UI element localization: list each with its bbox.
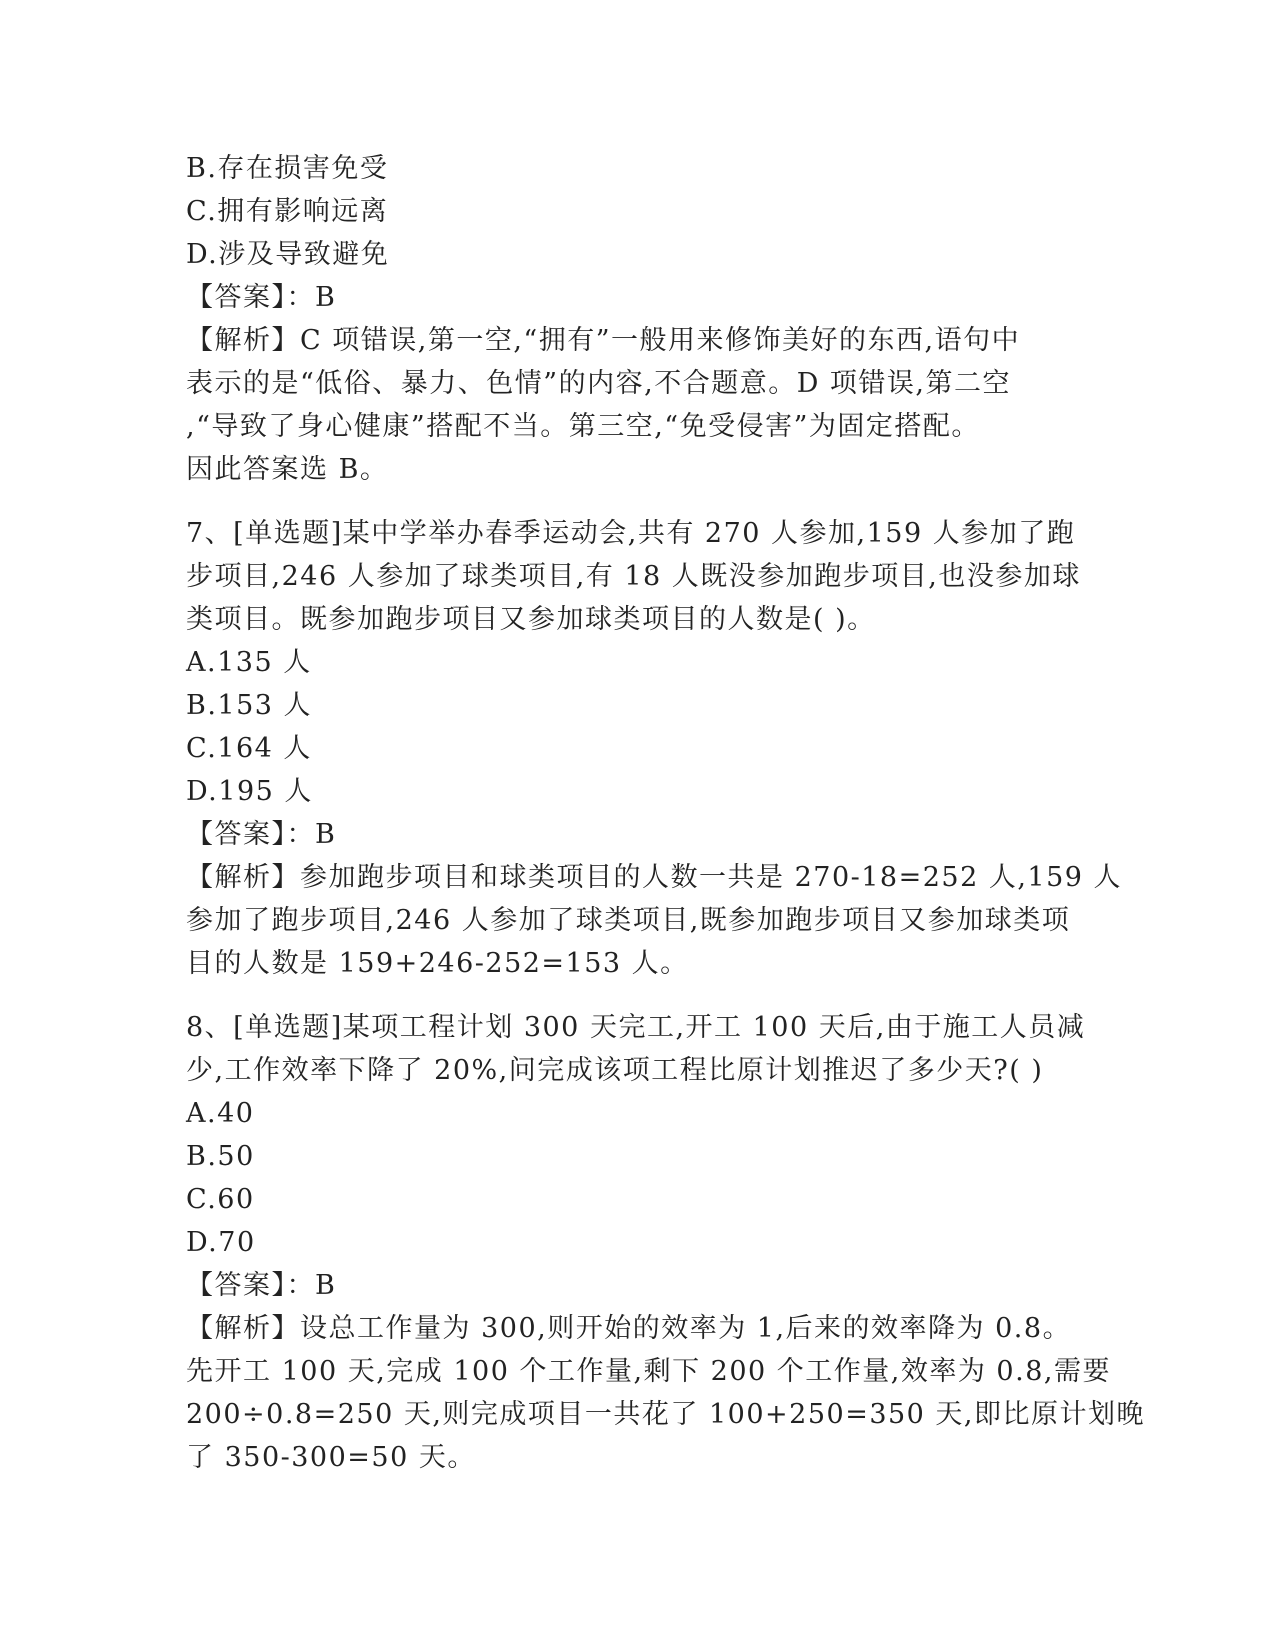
spacer: [186, 491, 1086, 512]
question-stem-line: 7、[单选题]某中学举办春季运动会,共有 270 人参加,159 人参加了跑: [186, 518, 1076, 549]
analysis-line: 【解析】参加跑步项目和球类项目的人数一共是 270-18=252 人,159 人: [186, 862, 1123, 893]
option-d: D.涉及导致避免: [186, 239, 390, 270]
question-7-block: [186, 512, 1123, 985]
option-d: D.70: [186, 1227, 256, 1258]
analysis-line: 先开工 100 天,完成 100 个工作量,剩下 200 个工作量,效率为 0.8,需要: [186, 1356, 1111, 1387]
analysis-line: 目的人数是 159+246-252=153 人。: [186, 948, 689, 979]
question-stem-line: 类项目。既参加跑步项目又参加球类项目的人数是( )。: [186, 604, 876, 635]
question-8-block: [186, 1006, 1146, 1479]
prev-question-block: [186, 147, 1086, 491]
option-a: A.40: [186, 1098, 255, 1129]
analysis-line: 【解析】设总工作量为 300,则开始的效率为 1,后来的效率降为 0.8。: [186, 1313, 1072, 1344]
spacer: [186, 985, 1086, 1006]
question-stem-line: 步项目,246 人参加了球类项目,有 18 人既没参加跑步项目,也没参加球: [186, 561, 1081, 592]
analysis-line: 表示的是“低俗、暴力、色情”的内容,不合题意。D 项错误,第二空: [186, 368, 1012, 399]
answer-line: 【答案】：B: [186, 819, 337, 850]
analysis-line: 了 350-300=50 天。: [186, 1442, 476, 1473]
option-c: C.60: [186, 1184, 255, 1215]
question-stem-line: 少,工作效率下降了 20%,问完成该项工程比原计划推迟了多少天?( ): [186, 1055, 1044, 1086]
analysis-line: ,“导致了身心健康”搭配不当。第三空,“免受侵害”为固定搭配。: [186, 411, 980, 442]
analysis-line: 【解析】C 项错误,第一空,“拥有”一般用来修饰美好的东西,语句中: [186, 325, 1021, 356]
document-page: [186, 147, 1146, 1479]
question-stem-line: 8、[单选题]某项工程计划 300 天完工,开工 100 天后,由于施工人员减: [186, 1012, 1086, 1043]
option-c: C.拥有影响远离: [186, 196, 389, 227]
option-a: A.135 人: [186, 647, 312, 678]
analysis-line: 参加了跑步项目,246 人参加了球类项目,既参加跑步项目又参加球类项: [186, 905, 1071, 936]
option-d: D.195 人: [186, 776, 313, 807]
option-b: B.153 人: [186, 690, 313, 721]
answer-line: 【答案】：B: [186, 1270, 337, 1301]
option-c: C.164 人: [186, 733, 312, 764]
option-b: B.存在损害免受: [186, 153, 389, 184]
answer-line: 【答案】：B: [186, 282, 337, 313]
analysis-line: 200÷0.8=250 天,则完成项目一共花了 100+250=350 天,即比原计划晚: [186, 1399, 1146, 1430]
option-b: B.50: [186, 1141, 255, 1172]
analysis-line: 因此答案选 B。: [186, 454, 389, 485]
